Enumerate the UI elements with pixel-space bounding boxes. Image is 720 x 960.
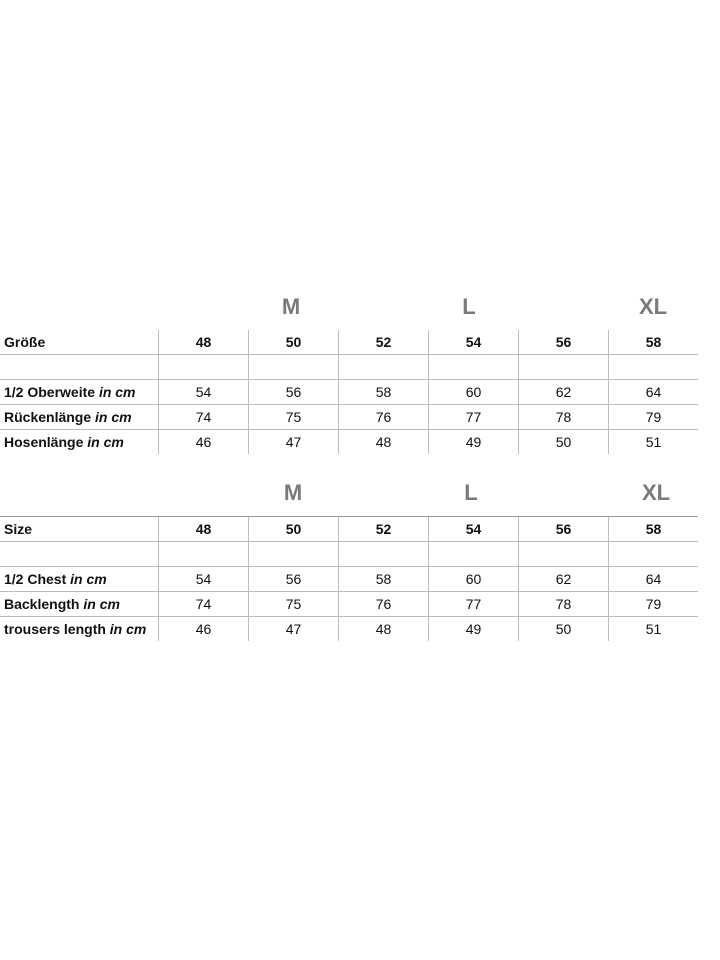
empty-cell bbox=[338, 542, 428, 566]
table-cell: 79 bbox=[608, 405, 698, 429]
size-number: 50 bbox=[248, 330, 338, 354]
table-cell: 62 bbox=[518, 567, 608, 591]
row-label bbox=[0, 592, 158, 616]
letter-size: L bbox=[464, 480, 478, 505]
table-cell: 58 bbox=[338, 567, 428, 591]
table-cell: 54 bbox=[158, 567, 248, 591]
table-cell: 48 bbox=[338, 617, 428, 641]
table-row bbox=[0, 567, 698, 592]
table-cell: 46 bbox=[158, 617, 248, 641]
size-table-german bbox=[0, 294, 698, 454]
table-cell: 78 bbox=[518, 405, 608, 429]
table-cell: 48 bbox=[338, 430, 428, 454]
empty-cell bbox=[158, 355, 248, 379]
empty-row bbox=[0, 355, 698, 380]
size-number: 54 bbox=[428, 330, 518, 354]
table-cell: 49 bbox=[428, 617, 518, 641]
measure-name: Rückenlänge bbox=[4, 409, 92, 425]
measure-unit: in cm bbox=[83, 596, 120, 612]
row-label: Size bbox=[4, 521, 33, 537]
table-cell: 76 bbox=[338, 405, 428, 429]
table-cell: 60 bbox=[428, 380, 518, 404]
size-number: 56 bbox=[518, 330, 608, 354]
table-cell: 50 bbox=[518, 430, 608, 454]
size-number: 54 bbox=[428, 517, 518, 541]
size-number: 52 bbox=[338, 517, 428, 541]
measure-unit: in cm bbox=[109, 621, 147, 637]
table-cell: 56 bbox=[248, 380, 338, 404]
table-cell: 77 bbox=[428, 405, 518, 429]
empty-cell bbox=[248, 542, 338, 566]
table-cell: 79 bbox=[608, 592, 698, 616]
table-cell: 78 bbox=[518, 592, 608, 616]
table-cell: 77 bbox=[428, 592, 518, 616]
table-cell: 51 bbox=[608, 430, 698, 454]
empty-cell bbox=[518, 355, 608, 379]
size-number: 48 bbox=[158, 517, 248, 541]
empty-cell bbox=[0, 542, 158, 566]
size-number: 58 bbox=[608, 517, 698, 541]
table-cell: 64 bbox=[608, 567, 698, 591]
table-cell: 60 bbox=[428, 567, 518, 591]
table-cell: 75 bbox=[248, 592, 338, 616]
empty-cell bbox=[338, 355, 428, 379]
table-cell: 47 bbox=[248, 430, 338, 454]
letter-sizes-row bbox=[0, 294, 698, 330]
empty-cell bbox=[0, 355, 158, 379]
table-row bbox=[0, 592, 698, 617]
measure-unit: in cm bbox=[70, 571, 107, 587]
table-cell: 56 bbox=[248, 567, 338, 591]
row-label bbox=[0, 380, 158, 404]
empty-cell bbox=[608, 355, 698, 379]
letter-size: M bbox=[281, 294, 301, 319]
row-label bbox=[0, 567, 158, 591]
size-table-english bbox=[0, 480, 698, 641]
letter-sizes-row bbox=[0, 480, 698, 516]
table-cell: 76 bbox=[338, 592, 428, 616]
table-cell: 74 bbox=[158, 405, 248, 429]
letter-size: XL bbox=[641, 480, 671, 505]
row-label bbox=[0, 405, 158, 429]
letter-size: L bbox=[462, 294, 476, 319]
table-row bbox=[0, 430, 698, 454]
measure-unit: in cm bbox=[98, 384, 136, 400]
table-cell: 62 bbox=[518, 380, 608, 404]
letter-size: XL bbox=[638, 294, 668, 319]
table-cell: 47 bbox=[248, 617, 338, 641]
table-cell: 54 bbox=[158, 380, 248, 404]
size-number: 58 bbox=[608, 330, 698, 354]
measure-name: Hosenlänge bbox=[4, 434, 84, 450]
table-cell: 49 bbox=[428, 430, 518, 454]
empty-cell bbox=[248, 355, 338, 379]
table-row bbox=[0, 617, 698, 641]
table-cell: 58 bbox=[338, 380, 428, 404]
empty-cell bbox=[158, 542, 248, 566]
measure-unit: in cm bbox=[95, 409, 132, 425]
empty-cell bbox=[428, 542, 518, 566]
empty-cell bbox=[428, 355, 518, 379]
size-number: 52 bbox=[338, 330, 428, 354]
measure-name: Backlength bbox=[4, 596, 80, 612]
row-label: Größe bbox=[4, 334, 46, 350]
row-label bbox=[0, 430, 158, 454]
letter-size: M bbox=[283, 480, 303, 505]
table-cell: 64 bbox=[608, 380, 698, 404]
measure-name: 1/2 Oberweite bbox=[4, 384, 96, 400]
table-cell: 75 bbox=[248, 405, 338, 429]
empty-cell bbox=[608, 542, 698, 566]
table-header-row bbox=[0, 330, 698, 355]
empty-cell bbox=[518, 542, 608, 566]
empty-row bbox=[0, 542, 698, 567]
table-row bbox=[0, 380, 698, 405]
table-cell: 51 bbox=[608, 617, 698, 641]
size-number: 50 bbox=[248, 517, 338, 541]
table-cell: 46 bbox=[158, 430, 248, 454]
table-cell: 50 bbox=[518, 617, 608, 641]
row-label bbox=[0, 617, 158, 641]
measure-name: trousers length bbox=[4, 621, 106, 637]
measure-unit: in cm bbox=[87, 434, 124, 450]
table-row bbox=[0, 405, 698, 430]
table-cell: 74 bbox=[158, 592, 248, 616]
table-header-row bbox=[0, 516, 698, 542]
size-number: 56 bbox=[518, 517, 608, 541]
size-number: 48 bbox=[158, 330, 248, 354]
measure-name: 1/2 Chest bbox=[4, 571, 67, 587]
